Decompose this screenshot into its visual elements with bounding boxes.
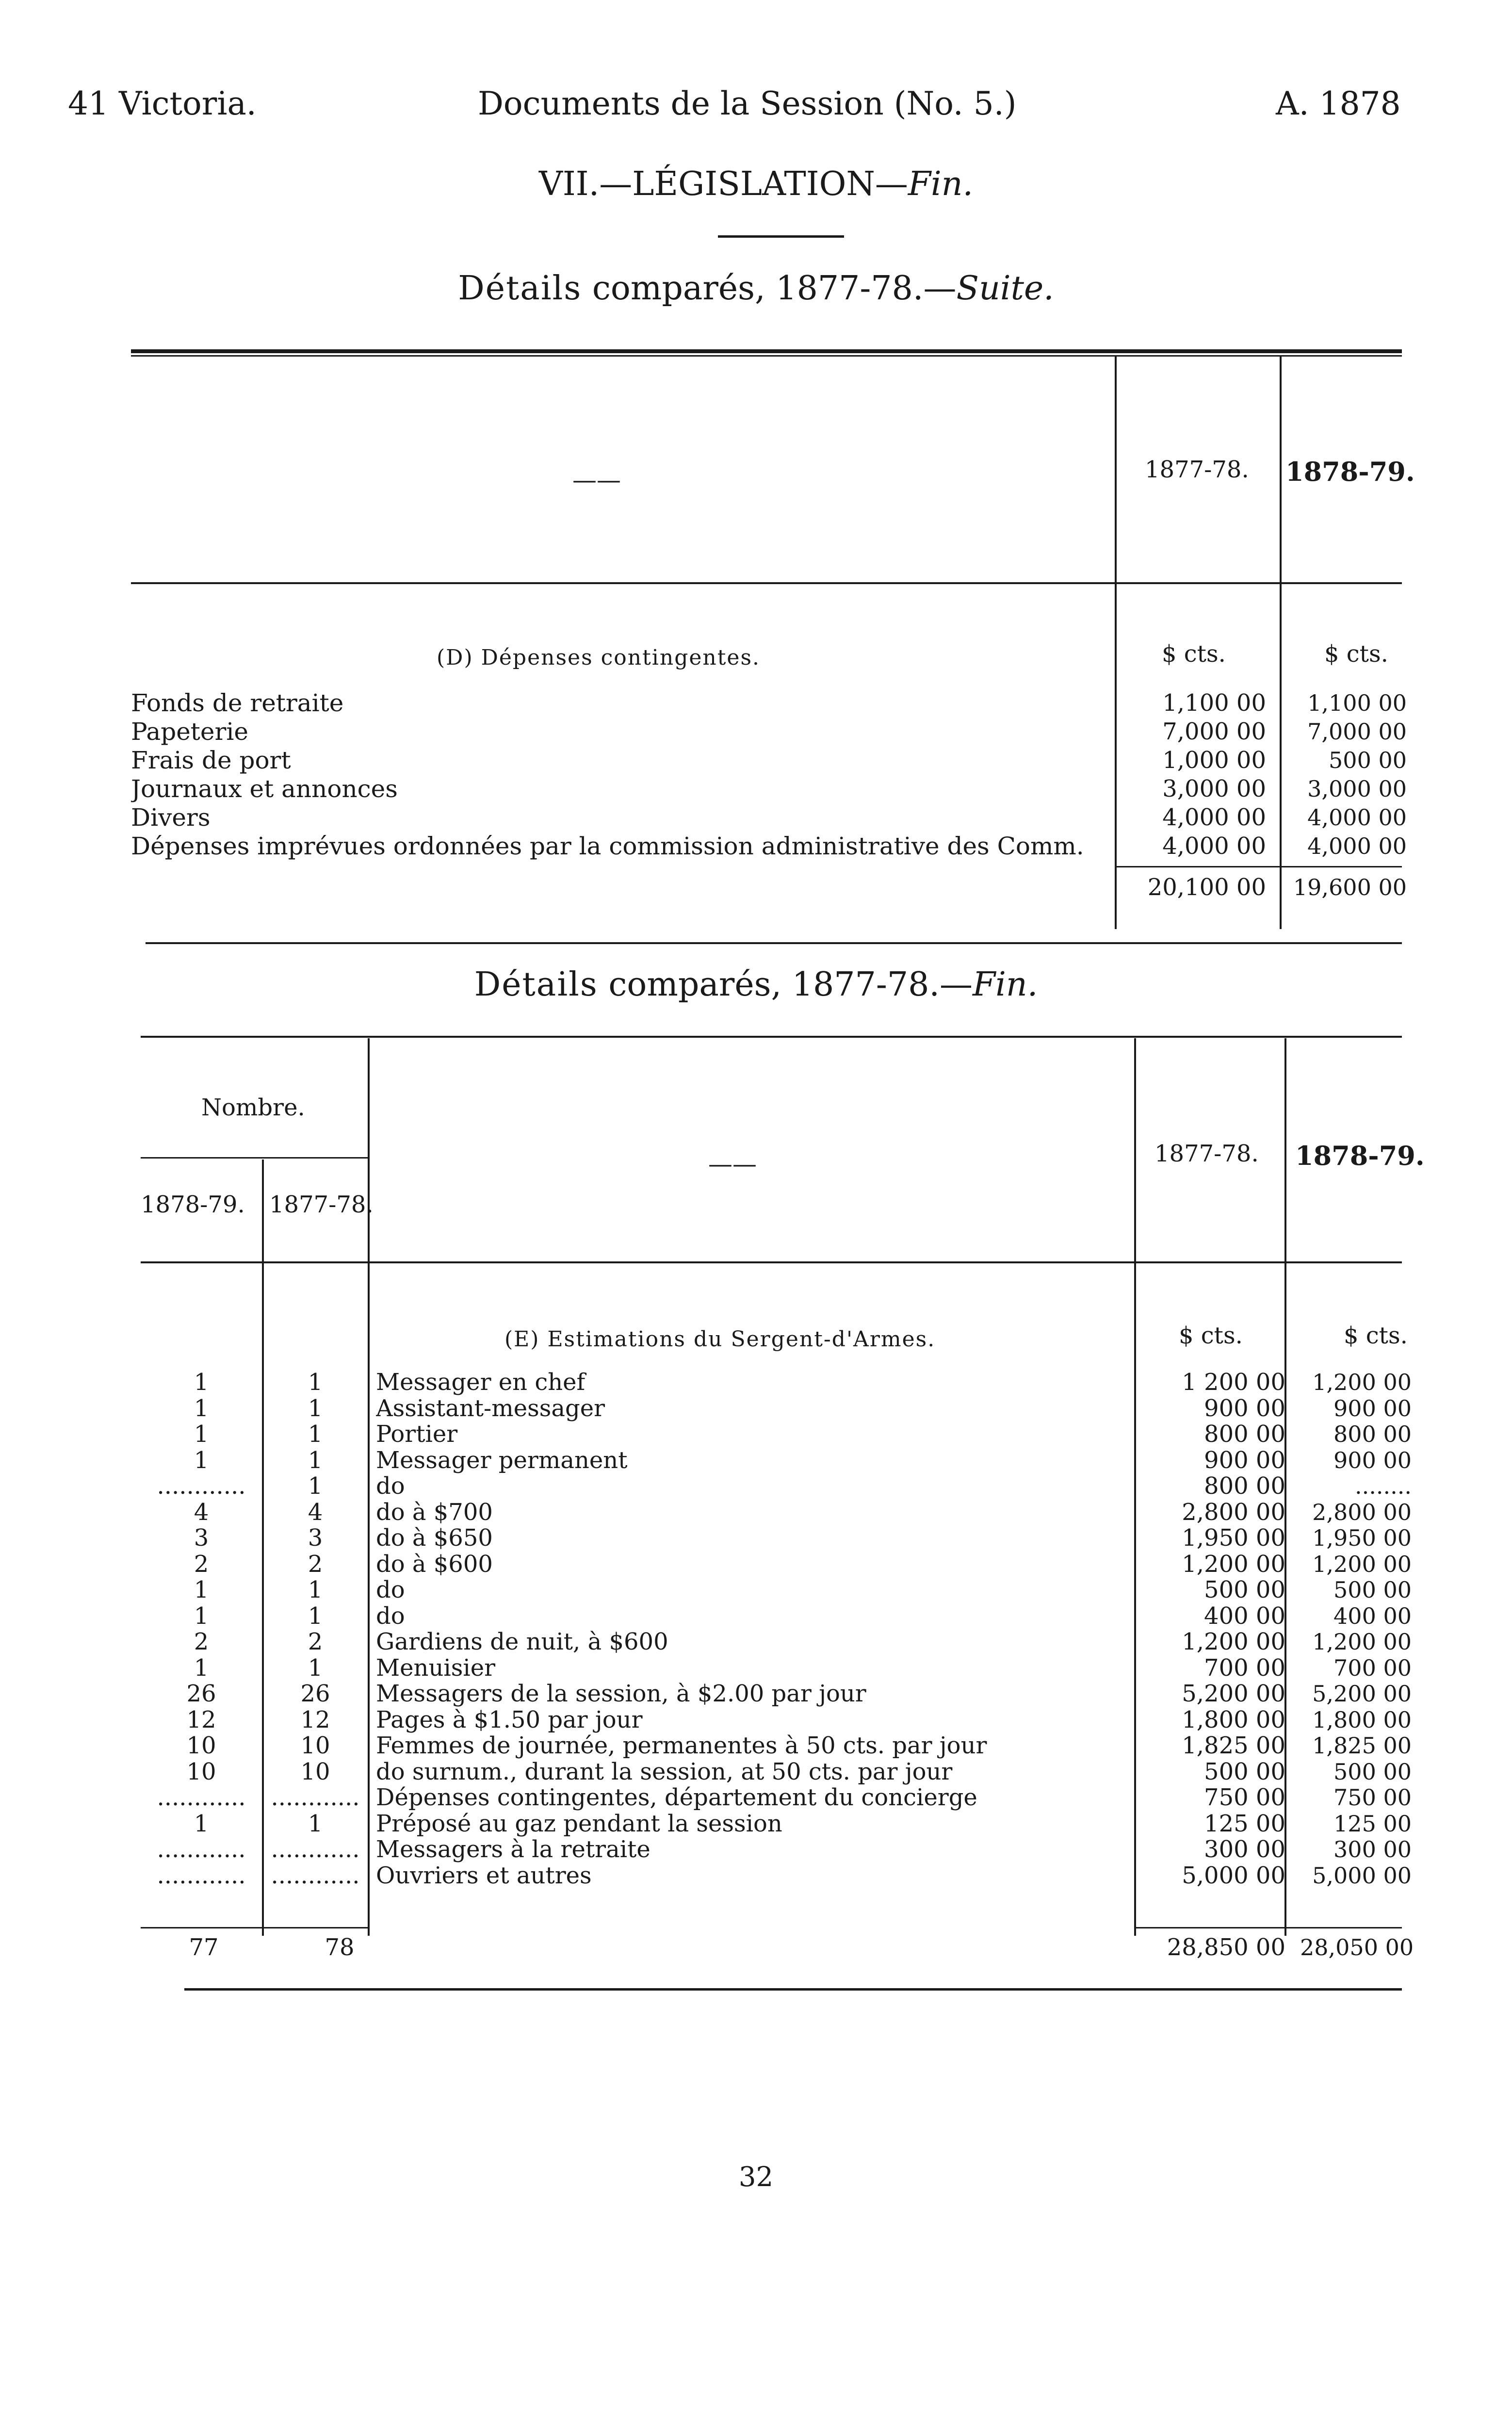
table1-row-value-a: 3,000 00 xyxy=(1162,775,1266,802)
table1-bottom-rule xyxy=(146,942,1402,944)
table2-row-n2: ............ xyxy=(271,1836,360,1863)
table1-row-value-a: 1,000 00 xyxy=(1162,747,1266,774)
table2-row-n1: 1 xyxy=(194,1446,209,1474)
table2-row-label: Pages à $1.50 par jour xyxy=(376,1706,643,1733)
table2-row-value-b: 700 00 xyxy=(1333,1654,1412,1681)
header-left: 41 Victoria. xyxy=(68,85,257,122)
table2-row-label: Messagers de la session, à $2.00 par jour xyxy=(376,1680,866,1707)
page-number: 32 xyxy=(738,2161,774,2193)
table1-row-value-b: 1,100 00 xyxy=(1307,690,1407,716)
table2-row-label: Menuisier xyxy=(376,1654,496,1682)
table2-row-value-b: 500 00 xyxy=(1333,1577,1412,1603)
table2-row-n2: 3 xyxy=(308,1524,323,1552)
table1-unit-a: $ cts. xyxy=(1162,640,1226,668)
table2-row-value-b: 1,200 00 xyxy=(1312,1629,1412,1655)
table1-row-value-b: 7,000 00 xyxy=(1307,719,1407,745)
table1-row-value-a: 7,000 00 xyxy=(1162,718,1266,745)
table2-head-rule xyxy=(141,1261,1402,1263)
table2-n-b: 1877-78. xyxy=(269,1191,374,1218)
table1-row-label: Divers xyxy=(131,803,211,832)
table2-row-n2: ............ xyxy=(271,1862,360,1889)
table1-head-rule xyxy=(131,582,1402,584)
table2-row-label: Dépenses contingentes, département du concierge xyxy=(376,1784,977,1811)
table1-row-label: Frais de port xyxy=(131,746,291,774)
table2-row-value-a: 500 00 xyxy=(1204,1576,1285,1603)
table2-subhead: (E) Estimations du Sergent-d'Armes. xyxy=(504,1327,936,1352)
table1-top-rule-thin xyxy=(131,355,1402,357)
table2-row-n2: 4 xyxy=(308,1498,323,1526)
table2-unit-b: $ cts. xyxy=(1344,1322,1408,1349)
table1-subhead: (D) Dépenses contingentes. xyxy=(437,645,761,670)
table2-row-n1: 2 xyxy=(194,1550,209,1578)
table1-row-label: Papeterie xyxy=(131,718,248,746)
table2-unit-a: $ cts. xyxy=(1179,1322,1243,1349)
table1-total-a: 20,100 00 xyxy=(1147,874,1266,901)
table2-total-n2: 78 xyxy=(325,1934,355,1961)
table1-row-label: Dépenses imprévues ordonnées par la commission administrative des Comm. xyxy=(131,832,1084,860)
table2-row-n1: 1 xyxy=(194,1602,209,1630)
table2-row-n1: ............ xyxy=(157,1472,246,1500)
table2-row-n2: 12 xyxy=(300,1706,330,1733)
table2-row-value-a: 900 00 xyxy=(1204,1446,1285,1474)
table2-row-label: do surnum., durant la session, at 50 cts. par jour xyxy=(376,1758,953,1785)
table2-row-label: do xyxy=(376,1576,405,1603)
table2-row-label: Portier xyxy=(376,1421,458,1448)
table2-row-n1: 1 xyxy=(194,1576,209,1603)
table2-row-value-a: 5,200 00 xyxy=(1182,1680,1285,1707)
table2-row-n2: 1 xyxy=(308,1394,323,1422)
header-right: A. 1878 xyxy=(1276,85,1401,122)
table2-row-n2: 1 xyxy=(308,1602,323,1630)
table2-row-value-b: 900 00 xyxy=(1333,1447,1412,1473)
header-center: Documents de la Session (No. 5.) xyxy=(478,85,1017,122)
table2-row-n2: 10 xyxy=(300,1732,330,1759)
table2-n-sum-rule xyxy=(141,1927,369,1928)
table1-sum-rule xyxy=(1116,866,1402,867)
table2-row-value-b: ........ xyxy=(1355,1473,1412,1499)
table2-row-label: Assistant-messager xyxy=(376,1394,605,1422)
table2-row-value-a: 900 00 xyxy=(1204,1394,1285,1422)
table1-row-value-b: 3,000 00 xyxy=(1307,776,1407,802)
table2-row-label: Gardiens de nuit, à $600 xyxy=(376,1628,668,1655)
table2-row-value-a: 1 200 00 xyxy=(1182,1369,1285,1396)
table2-row-value-b: 5,000 00 xyxy=(1312,1862,1412,1889)
table2-col-a: 1877-78. xyxy=(1154,1140,1259,1167)
table2-row-value-b: 500 00 xyxy=(1333,1758,1412,1785)
table2-row-value-a: 1,950 00 xyxy=(1182,1524,1285,1552)
table2-row-label: do à $650 xyxy=(376,1524,493,1552)
table2-row-n2: 2 xyxy=(308,1628,323,1655)
table2-row-n1: 26 xyxy=(186,1680,216,1707)
table2-col-divider-label xyxy=(368,1038,370,1936)
table1-row-label: Journaux et annonces xyxy=(131,775,398,803)
table2-total-b: 28,050 00 xyxy=(1300,1934,1414,1961)
table2-row-label: Ouvriers et autres xyxy=(376,1862,592,1889)
table2-title: Détails comparés, 1877-78.—Fin. xyxy=(474,965,1038,1004)
table1-row-label: Fonds de retraite xyxy=(131,689,344,717)
table2-row-value-b: 1,950 00 xyxy=(1312,1525,1412,1551)
table2-row-n1: 4 xyxy=(194,1498,209,1526)
table2-row-n2: 1 xyxy=(308,1472,323,1500)
table2-row-value-a: 400 00 xyxy=(1204,1602,1285,1630)
table1-row-value-b: 4,000 00 xyxy=(1307,833,1407,859)
table2-row-label: do xyxy=(376,1602,405,1630)
table2-row-n1: ............ xyxy=(157,1862,246,1889)
table2-row-n2: 26 xyxy=(300,1680,330,1707)
table2-row-value-a: 1,825 00 xyxy=(1182,1732,1285,1759)
table2-row-n1: 3 xyxy=(194,1524,209,1552)
table2-row-value-b: 2,800 00 xyxy=(1312,1499,1412,1525)
table1-row-value-b: 500 00 xyxy=(1329,747,1407,773)
table2-row-n1: 1 xyxy=(194,1394,209,1422)
table2-row-label: do xyxy=(376,1472,405,1500)
table2-row-n2: ............ xyxy=(271,1784,360,1811)
table2-row-n2: 10 xyxy=(300,1758,330,1785)
table2-row-n2: 1 xyxy=(308,1654,323,1682)
table2-bottom-rule xyxy=(184,1988,1402,1991)
table2-row-value-b: 800 00 xyxy=(1333,1421,1412,1447)
table2-row-n2: 1 xyxy=(308,1810,323,1837)
table2-n-a: 1878-79. xyxy=(141,1191,245,1218)
table1-title: Détails comparés, 1877-78.—Suite. xyxy=(458,269,1054,308)
table2-row-value-b: 300 00 xyxy=(1333,1836,1412,1863)
table2-row-value-b: 1,825 00 xyxy=(1312,1732,1412,1759)
table2-row-value-a: 500 00 xyxy=(1204,1758,1285,1785)
table2-row-label: do à $700 xyxy=(376,1498,493,1526)
table2-row-value-a: 2,800 00 xyxy=(1182,1498,1285,1526)
table2-row-value-a: 1,200 00 xyxy=(1182,1550,1285,1578)
table2-row-label: Messager en chef xyxy=(376,1369,585,1396)
table1-unit-b: $ cts. xyxy=(1324,640,1388,668)
table2-row-label: Messager permanent xyxy=(376,1446,628,1474)
table1-dash: —— xyxy=(572,466,621,494)
table2-col-divider-n xyxy=(262,1160,264,1936)
table2-row-value-a: 750 00 xyxy=(1204,1784,1285,1811)
table2-row-n1: 1 xyxy=(194,1421,209,1448)
table2-row-value-a: 800 00 xyxy=(1204,1421,1285,1448)
table2-row-value-b: 125 00 xyxy=(1333,1810,1412,1837)
table2-row-n2: 1 xyxy=(308,1446,323,1474)
table2-row-value-b: 1,800 00 xyxy=(1312,1706,1412,1733)
table2-row-n2: 2 xyxy=(308,1550,323,1578)
table2-row-n1: ............ xyxy=(157,1784,246,1811)
table1-row-value-a: 4,000 00 xyxy=(1162,833,1266,860)
table1-col-divider-b xyxy=(1280,357,1282,929)
table1-col-b: 1878-79. xyxy=(1285,456,1415,487)
table1-total-b: 19,600 00 xyxy=(1293,874,1407,900)
table2-row-n2: 1 xyxy=(308,1421,323,1448)
table2-total-n1: 77 xyxy=(189,1934,219,1961)
table2-row-value-b: 5,200 00 xyxy=(1312,1681,1412,1707)
table2-row-n1: 1 xyxy=(194,1654,209,1682)
table2-row-n1: 1 xyxy=(194,1369,209,1396)
table2-row-n1: 10 xyxy=(186,1758,216,1785)
table2-row-n1: 1 xyxy=(194,1810,209,1837)
table2-row-value-b: 400 00 xyxy=(1333,1602,1412,1629)
table2-top-rule xyxy=(141,1036,1402,1038)
table2-row-n2: 1 xyxy=(308,1369,323,1396)
table2-row-value-b: 1,200 00 xyxy=(1312,1551,1412,1577)
table2-sum-rule xyxy=(1135,1927,1402,1928)
table1-row-value-a: 4,000 00 xyxy=(1162,804,1266,831)
table2-nombre-rule xyxy=(141,1157,369,1159)
table2-row-n1: 2 xyxy=(194,1628,209,1655)
table2-row-value-a: 1,800 00 xyxy=(1182,1706,1285,1733)
table2-row-value-a: 800 00 xyxy=(1204,1472,1285,1500)
table2-row-n1: 10 xyxy=(186,1732,216,1759)
table2-row-n2: 1 xyxy=(308,1576,323,1603)
table2-nombre: Nombre. xyxy=(201,1094,305,1121)
table1-col-a: 1877-78. xyxy=(1145,456,1249,483)
title-divider xyxy=(718,235,844,238)
table2-row-label: Femmes de journée, permanentes à 50 cts. par jour xyxy=(376,1732,987,1759)
table2-row-label: Messagers à la retraite xyxy=(376,1836,650,1863)
table2-row-value-a: 300 00 xyxy=(1204,1836,1285,1863)
section-title: VII.—LÉGISLATION—Fin. xyxy=(538,165,974,203)
table1-col-divider-a xyxy=(1115,357,1117,929)
table1-row-value-b: 4,000 00 xyxy=(1307,804,1407,831)
table2-row-value-b: 900 00 xyxy=(1333,1395,1412,1421)
table2-row-value-a: 1,200 00 xyxy=(1182,1628,1285,1655)
table2-row-label: Préposé au gaz pendant la session xyxy=(376,1810,782,1837)
table2-row-value-a: 700 00 xyxy=(1204,1654,1285,1682)
table2-row-n1: ............ xyxy=(157,1836,246,1863)
table1-row-value-a: 1,100 00 xyxy=(1162,689,1266,717)
table2-row-value-b: 1,200 00 xyxy=(1312,1369,1412,1395)
table2-row-value-b: 750 00 xyxy=(1333,1784,1412,1811)
table2-col-b: 1878-79. xyxy=(1295,1140,1425,1171)
table2-row-label: do à $600 xyxy=(376,1550,493,1578)
table2-row-value-a: 5,000 00 xyxy=(1182,1862,1285,1889)
table2-dash: —— xyxy=(708,1150,757,1178)
table2-row-n1: 12 xyxy=(186,1706,216,1733)
table2-row-value-a: 125 00 xyxy=(1204,1810,1285,1837)
table1-top-rule xyxy=(131,349,1402,353)
table2-total-a: 28,850 00 xyxy=(1167,1934,1285,1961)
